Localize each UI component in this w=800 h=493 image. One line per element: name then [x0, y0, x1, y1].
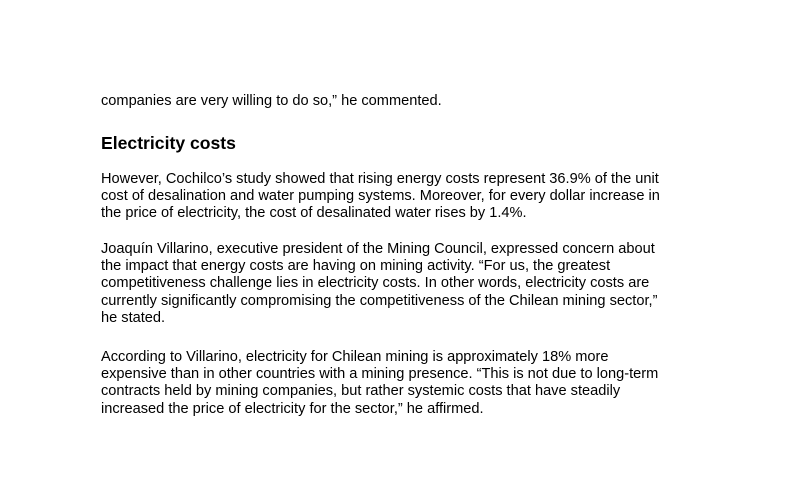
paragraph-line: competitiveness challenge lies in electricity costs. In other words, electricity costs are: [101, 275, 650, 292]
paragraph-line: increased the price of electricity for the sector,” he affirmed.: [101, 400, 484, 417]
body-paragraph-2: [101, 241, 657, 327]
section-heading: Electricity costs: [101, 133, 236, 153]
paragraph-line: currently significantly compromising the competitiveness of the Chilean mining sector,”: [101, 292, 658, 309]
intro-paragraph: [101, 93, 442, 110]
body-paragraph-3: [101, 349, 658, 418]
paragraph-line: he stated.: [101, 309, 166, 326]
paragraph-line: the impact that energy costs are having on mining activity. “For us, the greatest: [101, 258, 611, 275]
paragraph-line: expensive than in other countries with a mining presence. “This is not due to long-term: [101, 366, 659, 383]
body-paragraph-1: [101, 171, 660, 223]
paragraph-line: cost of desalination and water pumping systems. Moreover, for every dollar increase in: [101, 188, 660, 205]
paragraph-line: Joaquín Villarino, executive president of the Mining Council, expressed concern about: [101, 241, 655, 257]
paragraph-line: contracts held by mining companies, but rather systemic costs that have steadily: [101, 383, 621, 400]
paragraph-line: According to Villarino, electricity for Chilean mining is approximately 18% more: [101, 349, 609, 365]
paragraph-line: companies are very willing to do so,” he commented.: [101, 93, 442, 109]
paragraph-line: the price of electricity, the cost of desalinated water rises by 1.4%.: [101, 205, 527, 222]
paragraph-line: However, Cochilco’s study showed that rising energy costs represent 36.9% of the unit: [101, 171, 659, 187]
